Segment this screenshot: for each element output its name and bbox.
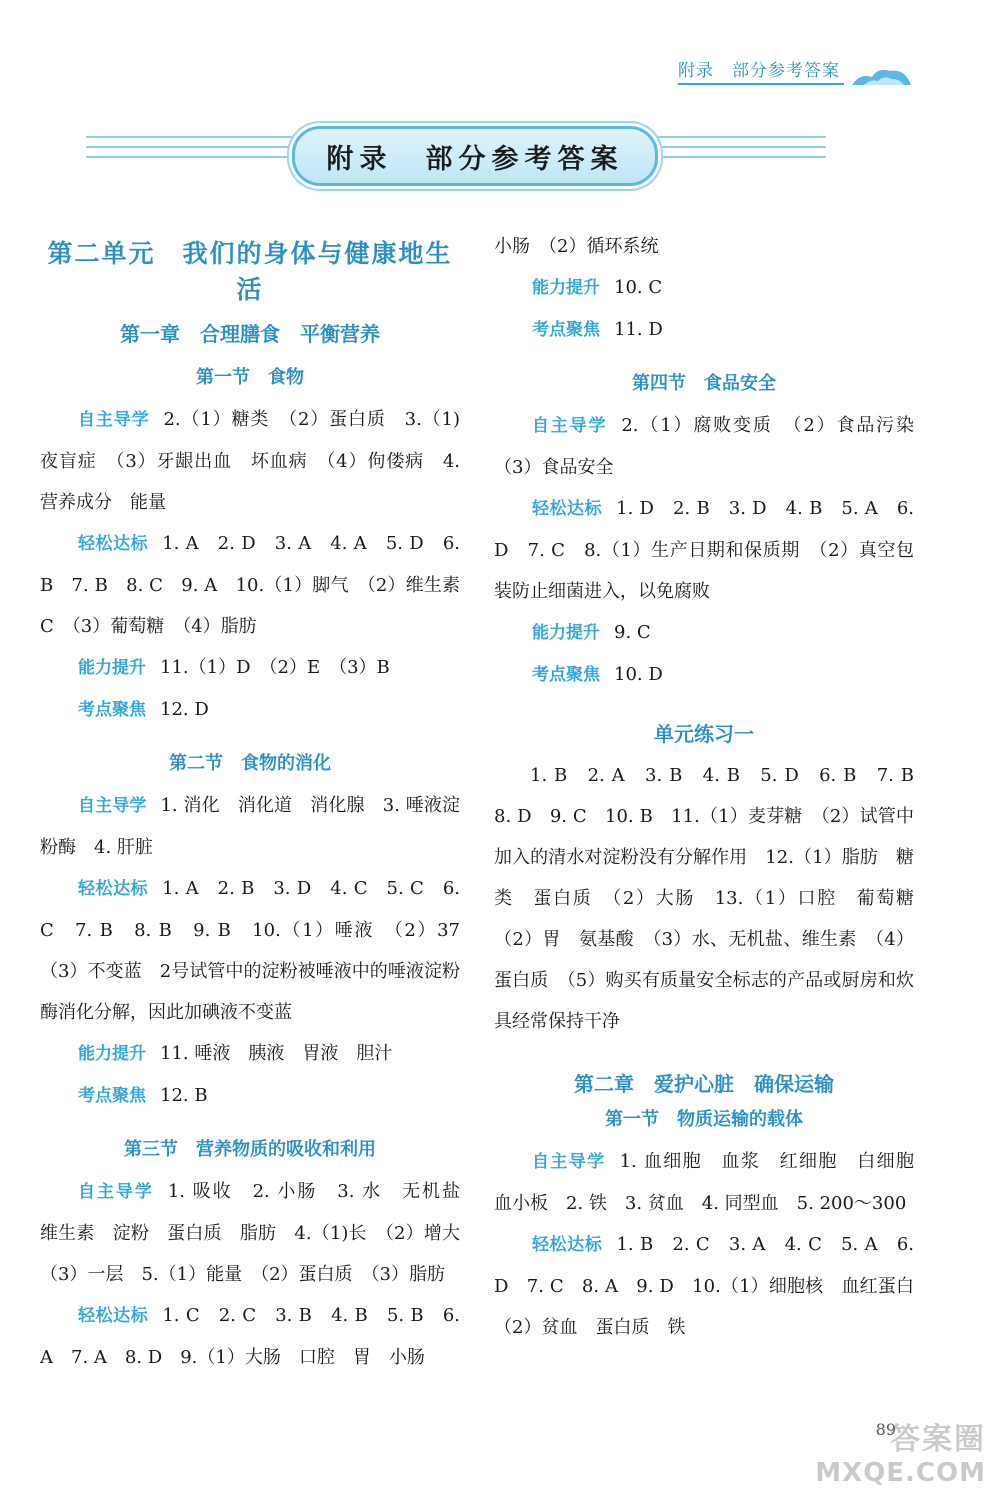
label-self-study: 自主导学 bbox=[532, 416, 608, 436]
answer-text: 11. 唾液 胰液 胃液 胆汁 bbox=[160, 1043, 393, 1064]
answer-paragraph bbox=[494, 755, 932, 1042]
answer-paragraph bbox=[40, 1295, 460, 1378]
chapter-title: 第一章 合理膳食 平衡营养 bbox=[120, 322, 380, 346]
answer-text: 1. B 2. A 3. B 4. B 5. D 6. B 7. B 8. D 9. C 10. B 11.（1）麦芽糖 （2）试管中加入的清水对淀粉没有分解作用 12.（1）脂肪 糖类 蛋白质 （2）大肠 13.（1）口腔 葡萄糖 （2）胃 氨基酸 （3）水、无机盐、维生素 （4）蛋白质 （5）购买有质量安全标志的产品或厨房和炊具经常保持干净 bbox=[494, 765, 932, 1032]
section-title: 第四节 食品安全 bbox=[632, 373, 776, 394]
answer-text: 1. B 2. C 3. A 4. C 5. A 6. D 7. C 8. A 9. D 10.（1）细胞核 血红蛋白 （2）贫血 蛋白质 铁 bbox=[494, 1234, 932, 1338]
section-title: 第三节 营养物质的吸收和利用 bbox=[124, 1139, 376, 1160]
label-ability: 能力提升 bbox=[532, 623, 600, 643]
label-easy-target: 轻松达标 bbox=[532, 1235, 603, 1255]
watermark-main: 答案圈 bbox=[890, 1422, 986, 1457]
label-ability: 能力提升 bbox=[532, 278, 600, 298]
practice-title: 单元练习一 bbox=[654, 722, 754, 746]
answer-text: 小肠 （2）循环系统 bbox=[494, 236, 659, 257]
answer-text: 1. C 2. C 3. B 4. B 5. B 6. A 7. A 8. D 9.（1）大肠 口腔 胃 小肠 bbox=[40, 1305, 460, 1368]
chapter-title: 第二章 爱护心脏 确保运输 bbox=[574, 1072, 834, 1096]
answer-paragraph bbox=[494, 267, 914, 309]
answer-paragraph bbox=[40, 1033, 460, 1075]
running-header bbox=[678, 56, 912, 85]
label-focus: 考点聚焦 bbox=[78, 1086, 146, 1106]
answer-paragraph bbox=[40, 785, 460, 868]
running-title: 附录 部分参考答案 bbox=[678, 56, 844, 85]
banner-title: 附录 部分参考答案 bbox=[326, 143, 624, 175]
answer-paragraph bbox=[494, 226, 914, 267]
answer-paragraph bbox=[40, 689, 460, 731]
answer-paragraph bbox=[494, 488, 914, 612]
answer-text: 10. D bbox=[614, 664, 663, 685]
section-title: 第二节 食物的消化 bbox=[169, 753, 331, 774]
answer-paragraph bbox=[40, 868, 478, 1033]
appendix-banner bbox=[86, 122, 826, 186]
answer-text: 12. B bbox=[160, 1085, 208, 1106]
answer-paragraph bbox=[40, 399, 460, 523]
right-column bbox=[494, 226, 933, 1348]
answer-text: 9. C bbox=[614, 622, 651, 643]
section-title: 第一节 食物 bbox=[196, 367, 304, 388]
label-focus: 考点聚焦 bbox=[532, 320, 600, 340]
page-number: 89 bbox=[875, 1420, 896, 1439]
answer-paragraph bbox=[494, 654, 914, 696]
answer-paragraph bbox=[494, 405, 933, 488]
answer-paragraph bbox=[494, 1141, 932, 1224]
label-self-study: 自主导学 bbox=[78, 1182, 154, 1202]
label-easy-target: 轻松达标 bbox=[78, 534, 149, 554]
banner-box bbox=[292, 126, 658, 186]
label-easy-target: 轻松达标 bbox=[78, 879, 149, 899]
answer-text: 1. 消化 消化道 消化腺 3. 唾液淀粉酶 4. 肝脏 bbox=[40, 795, 460, 858]
label-self-study: 自主导学 bbox=[78, 796, 147, 816]
label-ability: 能力提升 bbox=[78, 658, 146, 678]
answer-text: 1. D 2. B 3. D 4. B 5. A 6. D 7. C 8.（1）生产日期和保质期 （2）真空包装防止细菌进入，以免腐败 bbox=[494, 498, 915, 602]
answer-text: 1. A 2. D 3. A 4. A 5. D 6. B 7. B 8. C 9. A 10.（1）脚气 （2）维生素C （3）葡萄糖 （4）脂肪 bbox=[40, 533, 461, 637]
label-self-study: 自主导学 bbox=[532, 1152, 606, 1172]
answer-text: 11.（1）D （2）E （3）B bbox=[160, 657, 390, 678]
label-easy-target: 轻松达标 bbox=[532, 499, 603, 519]
answer-text: 2.（1）腐败变质 （2）食品污染 （3）食品安全 bbox=[494, 415, 933, 478]
answer-paragraph bbox=[40, 647, 460, 689]
label-easy-target: 轻松达标 bbox=[78, 1306, 149, 1326]
unit-title: 第二单元 我们的身体与健康地生活 bbox=[47, 239, 453, 304]
watermark bbox=[815, 1414, 986, 1488]
answer-text: 12. D bbox=[160, 699, 209, 720]
label-ability: 能力提升 bbox=[78, 1044, 146, 1064]
answer-text: 11. D bbox=[614, 319, 663, 340]
cloud-icon bbox=[850, 65, 912, 87]
section-title: 第一节 物质运输的载体 bbox=[605, 1109, 803, 1130]
answer-paragraph bbox=[40, 1075, 460, 1117]
answer-paragraph bbox=[40, 1171, 479, 1295]
answer-paragraph bbox=[494, 1224, 932, 1348]
label-focus: 考点聚焦 bbox=[532, 665, 600, 685]
answer-paragraph bbox=[494, 309, 914, 351]
answer-text: 2.（1）糖类 （2）蛋白质 3.（1)夜盲症 （3）牙龈出血 坏血病 （4）佝偻病 4. 营养成分 能量 bbox=[40, 409, 460, 513]
answer-text: 10. C bbox=[614, 277, 663, 298]
label-self-study: 自主导学 bbox=[78, 410, 150, 430]
left-column bbox=[40, 228, 479, 1378]
answer-text: 1. A 2. B 3. D 4. C 5. C 6. C 7. B 8. B 9. B 10.（1）唾液 （2）37 （3）不变蓝 2号试管中的淀粉被唾液中的唾液淀粉酶消化分解，因此加碘液不变蓝 bbox=[40, 878, 478, 1023]
watermark-url: MXQE.COM bbox=[815, 1458, 986, 1488]
answer-text: 1. 吸收 2. 小肠 3. 水 无机盐 维生素 淀粉 蛋白质 脂肪 4.（1)长 （2）增大 （3）一层 5.（1）能量 （2）蛋白质 （3）脂肪 bbox=[40, 1181, 479, 1285]
answer-text: 1. 血细胞 血浆 红细胞 白细胞 血小板 2. 铁 3. 贫血 4. 同型血 5. 200～300 bbox=[494, 1151, 932, 1214]
answer-paragraph bbox=[494, 612, 914, 654]
answer-paragraph bbox=[40, 523, 460, 647]
label-focus: 考点聚焦 bbox=[78, 700, 146, 720]
